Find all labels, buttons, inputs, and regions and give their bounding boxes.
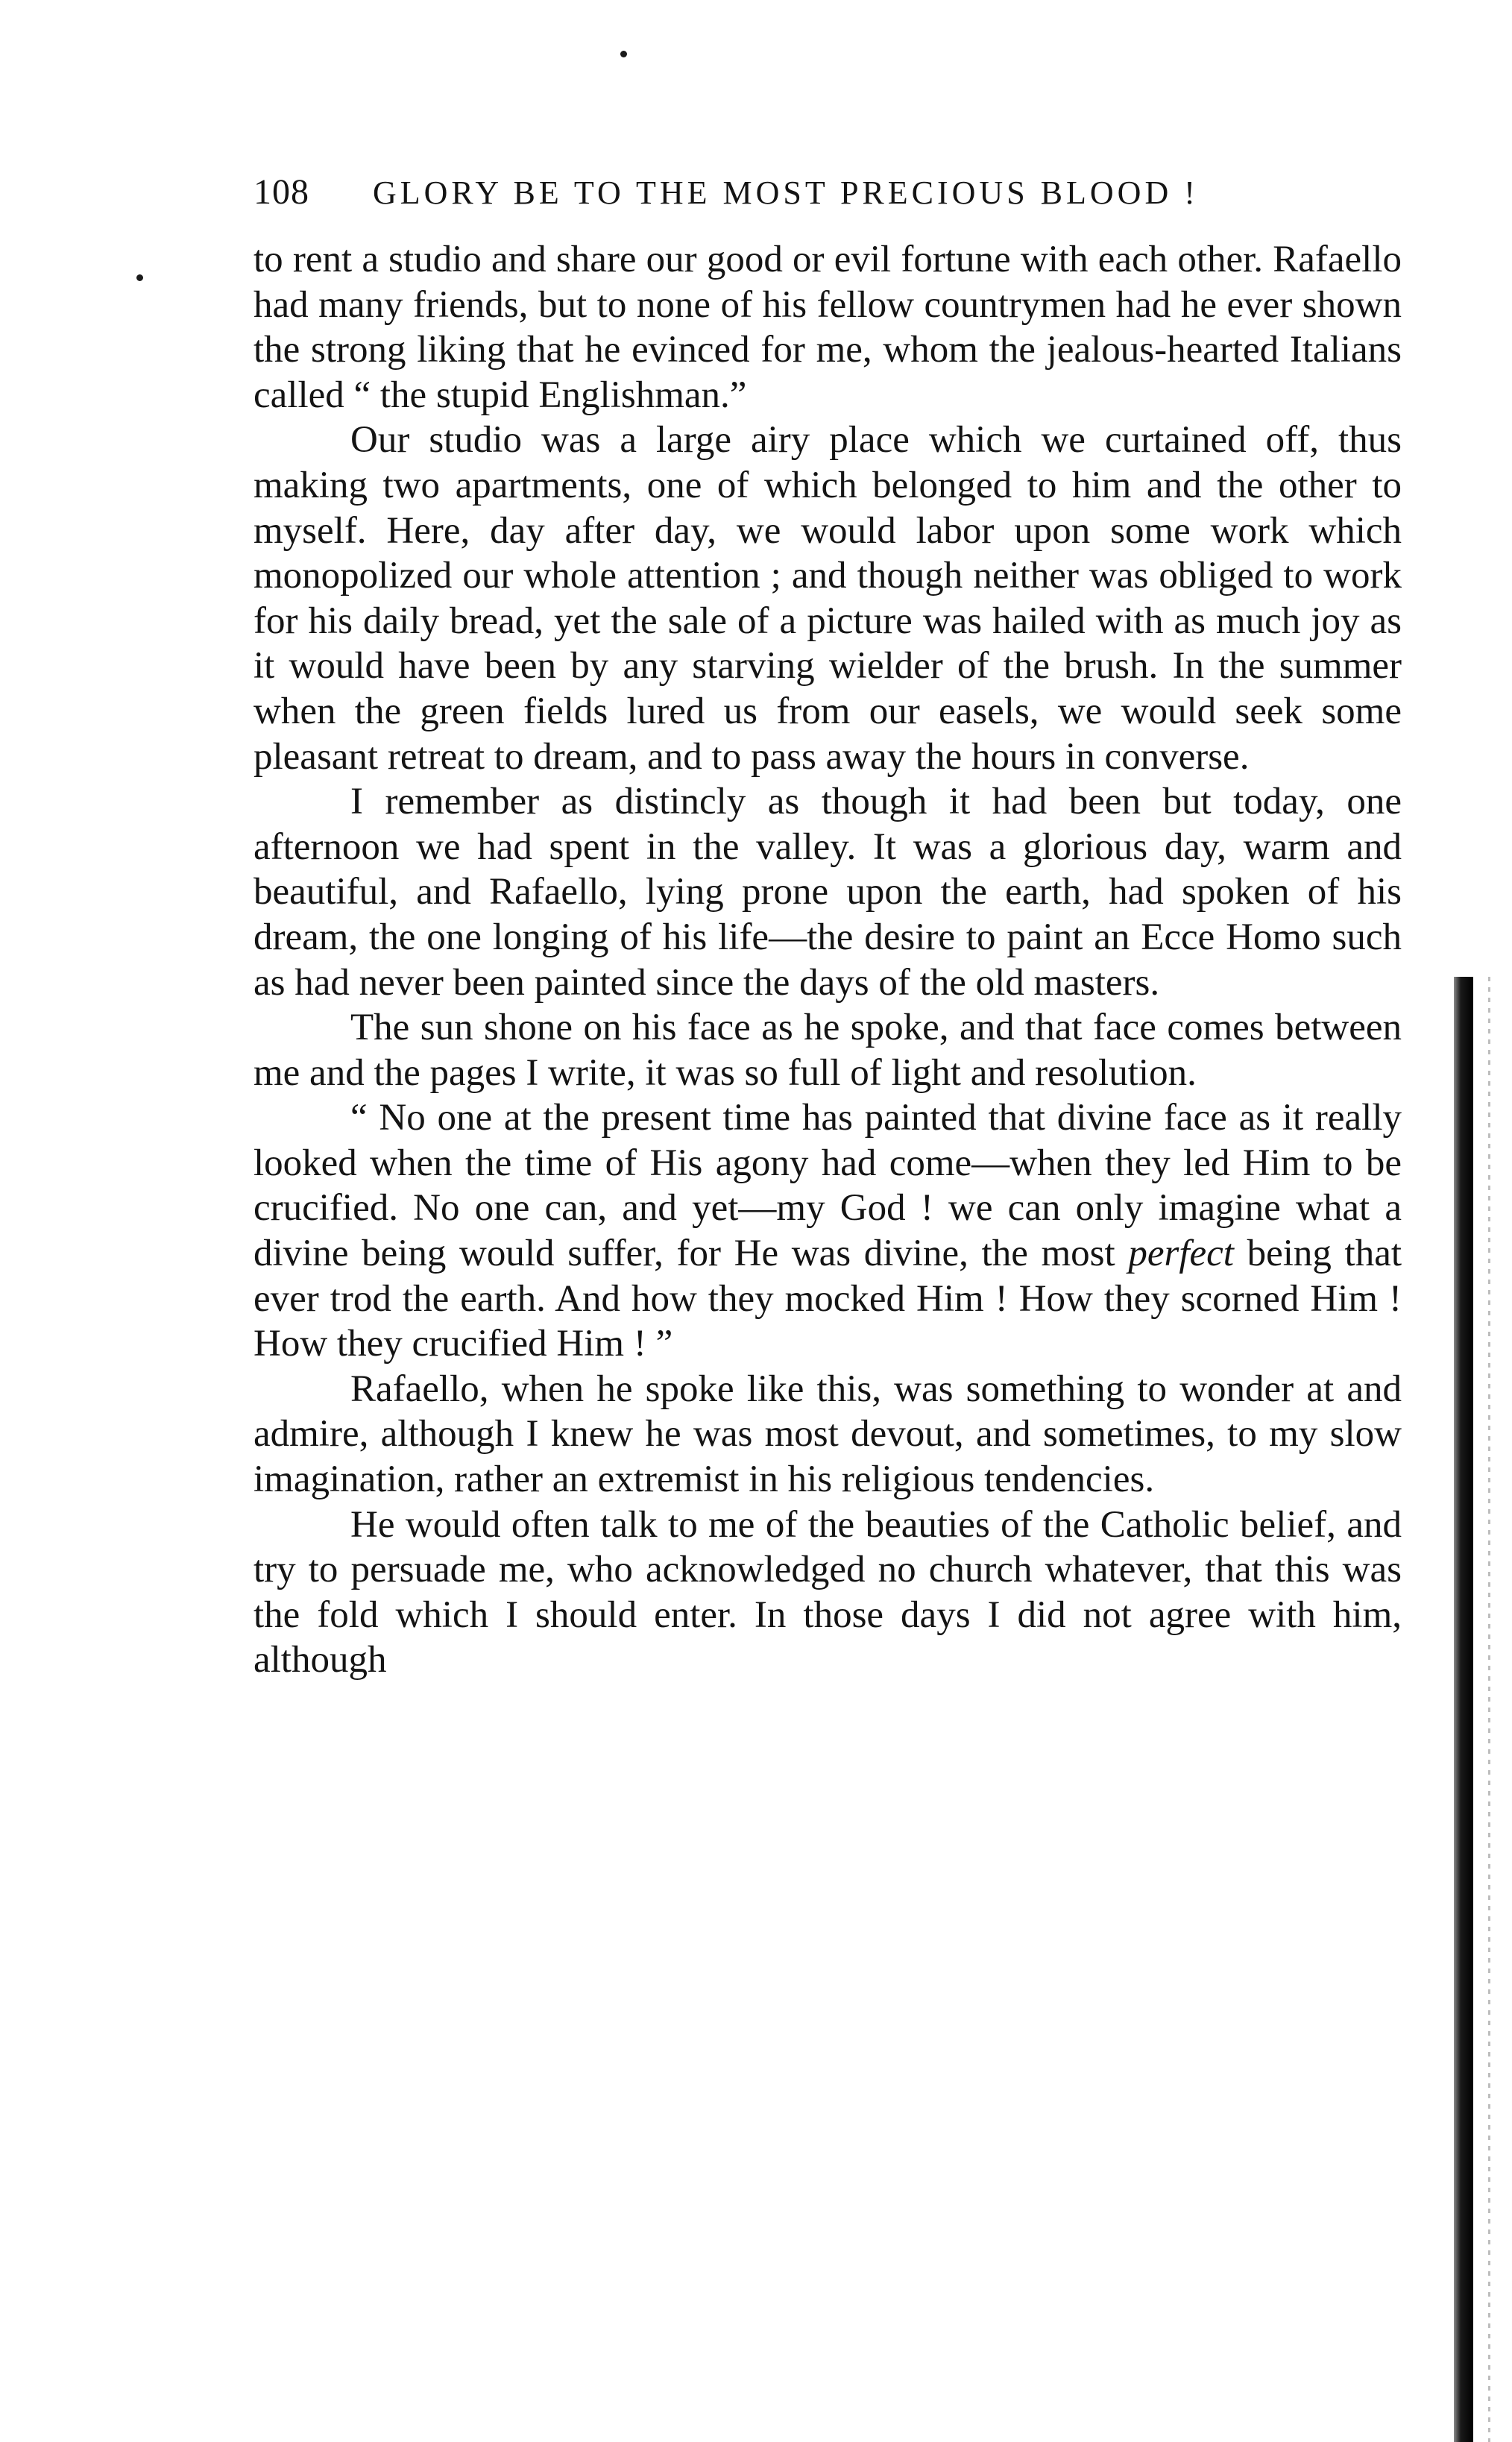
paragraph <box>253 237 1402 418</box>
italic-text: perfect <box>1128 1233 1234 1275</box>
book-page <box>253 171 1402 1683</box>
stray-ink-mark <box>620 51 627 57</box>
page-edge-artifact <box>1488 977 1490 2442</box>
text-run: Our studio was a large airy place which we curtained off, thus making two apartments, one of which belonged to him and the other to myself. Here, day after day, we would labor upon some work which monopolized our whole attention ; and though neither was obliged to work for his daily bread, yet the sale of a picture was hailed with as much joy as it would have been by any starving wielder of the brush. In the summer when the green fields lured us from our easels, we would seek some pleasant retreat to dream, and to pass away the hours in converse. <box>253 419 1402 778</box>
running-title: GLORY BE TO THE MOST PRECIOUS BLOOD ! <box>373 174 1199 211</box>
text-run: He would often talk to me of the beauties of the Catholic belief, and try to persuade me, who acknowledged no church whatever, that this was the fold which I should enter. In those days I did not agree with him, although <box>253 1503 1402 1681</box>
paragraph <box>253 1367 1402 1502</box>
margin-bullet-mark <box>136 274 143 281</box>
text-run: I remember as distincly as though it had been but today, one afternoon we had spent in the valley. It was a glorious day, warm and beautiful, and Rafaello, lying prone upon the earth, had spoken of his dream, the one longing of his life—the desire to paint an Ecce Homo such as had never been painted since the days of the old masters. <box>253 781 1402 1004</box>
text-run: “ No one at the present time has painted that divine face as it really looked when the time of His agony had come—when they led Him to be crucified. No one can, and yet—my God ! we can only imagine what a divine being would suffer, for He was divine, the most <box>253 1097 1402 1275</box>
text-run: The sun shone on his face as he spoke, and that face comes between me and the pages I write, it was so full of light and resolution. <box>253 1007 1402 1094</box>
text-run: Rafaello, when he spoke like this, was something to wonder at and admire, although I knew he was most devout, and sometimes, to my slow imagination, rather an extremist in his religious tendencies. <box>253 1368 1402 1501</box>
page-edge-shadow <box>1454 977 1473 2442</box>
text-run: to rent a studio and share our good or evil fortune with each other. Rafaello had many friends, but to none of his fellow countrymen had he ever shown the strong liking that he evinced for me, whom the jealous-hearted Italians called “ the stupid Englishman.” <box>253 239 1402 416</box>
paragraph <box>253 779 1402 1005</box>
paragraph <box>253 1005 1402 1095</box>
text-run: being that ever trod the earth. And how they mocked Him ! How they scorned Him ! How they crucified Him ! ” <box>253 1233 1402 1365</box>
paragraph <box>253 1502 1402 1683</box>
paragraph <box>253 1095 1402 1367</box>
running-head <box>253 171 1402 216</box>
body-text <box>253 237 1402 1683</box>
paragraph <box>253 418 1402 779</box>
page-number: 108 <box>253 172 309 212</box>
